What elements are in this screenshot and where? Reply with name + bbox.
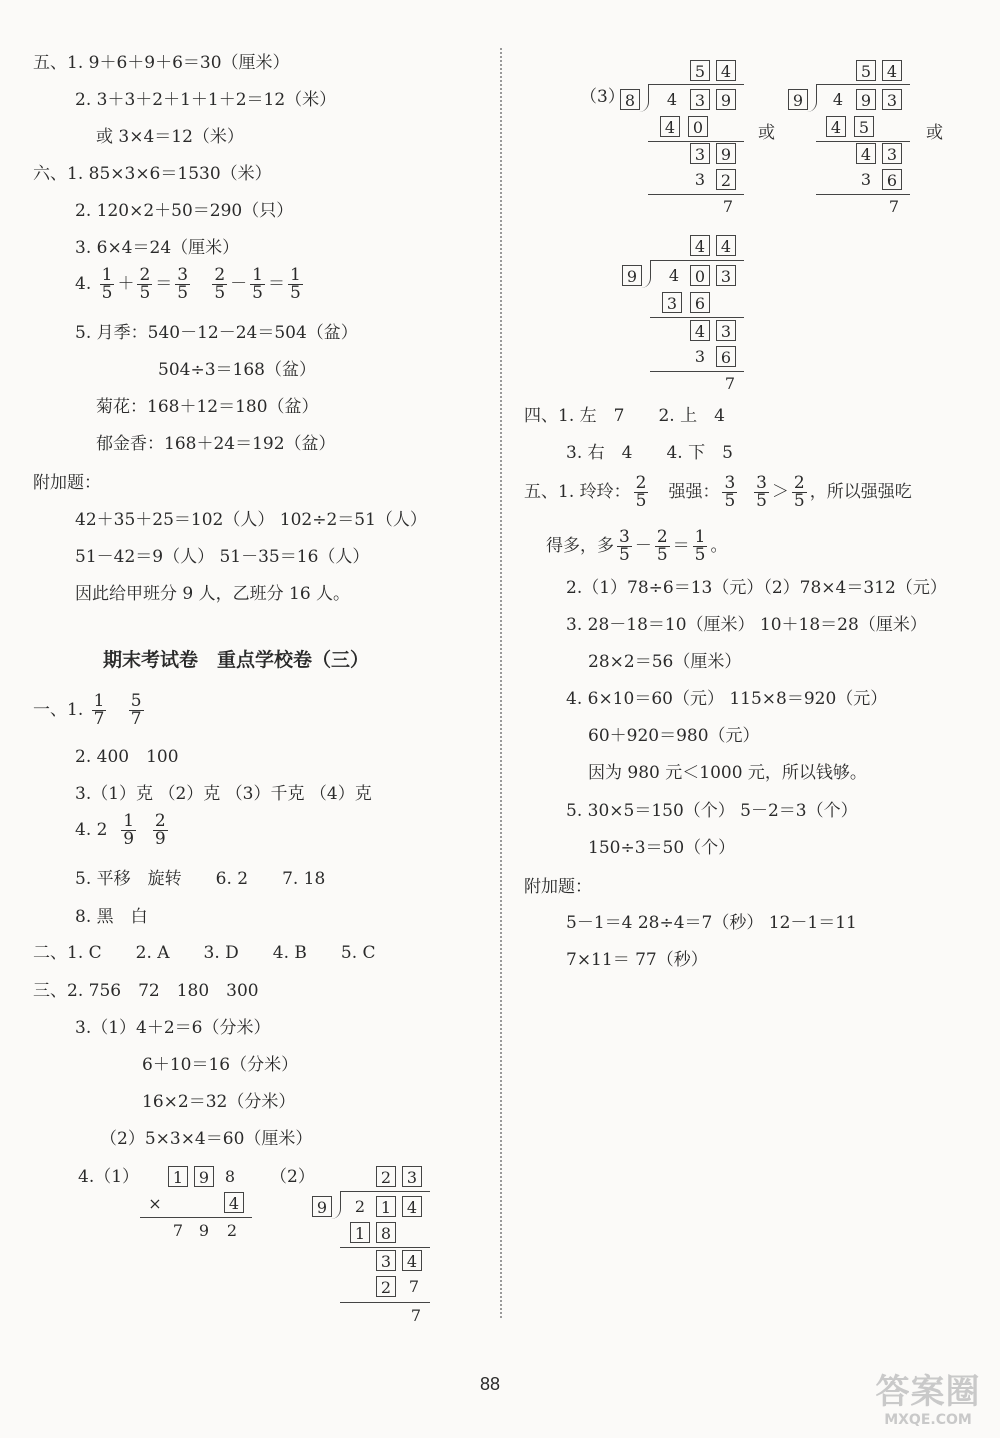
answer-line: 51－42＝9（人） 51－35＝16（人）	[75, 547, 370, 567]
digit: 3	[860, 170, 872, 189]
answer-line: 3.（1）克 （2）克 （3）千克 （4）克	[75, 784, 372, 804]
rule-line	[140, 1217, 252, 1218]
rule-line	[648, 141, 744, 142]
page-number: 88	[480, 1374, 501, 1394]
answer-line: 7×11＝ 77（秒）	[566, 950, 708, 970]
digit-box: 3	[690, 143, 710, 164]
digit: 8	[224, 1167, 236, 1186]
rule-line	[650, 317, 744, 318]
section-label: 附加题：	[33, 473, 101, 493]
section-label: 附加题：	[524, 877, 592, 897]
fraction: $\frac{3}{5}$	[177, 265, 189, 303]
digit-box: 9	[312, 1196, 332, 1217]
digit: 2	[354, 1197, 366, 1216]
answer-line: 60＋920＝980（元）	[588, 726, 760, 746]
digit-box: 4	[690, 235, 710, 256]
answer-line: 42＋35＋25＝102（人） 102÷2＝51（人）	[75, 510, 427, 530]
answer-line: 三、2. 756 72 180 300	[33, 981, 259, 1001]
watermark-text: 答案圈	[875, 1372, 981, 1412]
division-bracket	[806, 84, 817, 112]
digit-box: 2	[376, 1166, 396, 1187]
fraction: $\frac{2}{5}$	[656, 527, 668, 565]
answer-line: 或 3×4＝12（米）	[96, 127, 244, 147]
item-label: （3）	[580, 87, 625, 107]
fraction: $\frac{2}{5}$	[635, 473, 647, 511]
item-number: 4.	[75, 274, 92, 294]
digit-box: 8	[620, 89, 640, 110]
digit: 4	[668, 266, 680, 285]
fraction-answer-line: 4. $\frac{1}{5}$ ＋ $\frac{2}{5}$ ＝ $\frac{3}{5}$ $\frac{2}{5}$ － $\frac{1}{5}$ ＝ $\frac{1}{5}$	[75, 265, 301, 303]
answer-line: 2.（1）78÷6＝13（元）（2）78×4＝312（元）	[566, 578, 947, 598]
item-label: （2）	[270, 1167, 315, 1187]
digit-box: 5	[690, 60, 710, 81]
fraction: $\frac{2}{5}$	[139, 265, 151, 303]
digit-box: 4	[690, 320, 710, 341]
digit-box: 4	[856, 143, 876, 164]
fraction: $\frac{3}{5}$	[724, 473, 736, 511]
answer-line: 五、1. 9＋6＋9＋6＝30（厘米）	[33, 53, 290, 73]
rule-line	[816, 84, 910, 85]
answer-line: 3. 6×4＝24（厘米）	[75, 238, 240, 258]
fraction: $\frac{1}{7}$	[93, 691, 105, 729]
rule-line	[648, 194, 744, 195]
digit-box: 4	[716, 60, 736, 81]
or-text: 或	[758, 123, 775, 143]
answer-line: 因为 980 元＜1000 元，所以钱够。	[588, 763, 867, 783]
fraction: $\frac{5}{7}$	[130, 691, 142, 729]
fraction: $\frac{3}{5}$	[619, 527, 630, 565]
digit-box: 1	[350, 1222, 370, 1243]
rule-line	[816, 194, 910, 195]
digit-box: 4	[402, 1196, 422, 1217]
fraction: $\frac{2}{5}$	[793, 473, 805, 511]
or-text: 或	[926, 123, 943, 143]
rule-line	[340, 1191, 430, 1192]
rule-line	[650, 371, 744, 372]
remainder: 7	[722, 197, 734, 216]
fraction-answer-line: 得多，多 $\frac{3}{5}$ － $\frac{2}{5}$ ＝ $\frac{1}{5}$ 。	[546, 527, 728, 565]
digit-box: 3	[882, 89, 902, 110]
digit-box: 4	[826, 116, 846, 137]
answer-line: 3.（1）4＋2＝6（分米）	[75, 1018, 271, 1038]
answer-line: 6＋10＝16（分米）	[142, 1055, 299, 1075]
digit: 4	[666, 90, 678, 109]
answer-line: 150÷3＝50（个）	[588, 838, 736, 858]
digit-box: 3	[402, 1166, 422, 1187]
digit-box: 3	[690, 89, 710, 110]
answer-line: 2. 3＋3＋2＋1＋1＋2＝12（米）	[75, 90, 337, 110]
answer-line: 5. 平移 旋转 6. 2 7. 18	[75, 869, 326, 889]
answer-line: 菊花：168＋12＝180（盆）	[96, 397, 319, 417]
digit-box: 4	[716, 235, 736, 256]
digit-box: 9	[194, 1166, 214, 1187]
division-bracket	[330, 1191, 341, 1219]
exam-title: 期末考试卷 重点学校卷（三）	[103, 649, 370, 671]
answer-line: 5. 月季：540－12－24＝504（盆）	[75, 323, 358, 343]
digit-box: 6	[882, 169, 902, 190]
fraction: $\frac{1}{5}$	[290, 265, 301, 303]
division-bracket	[638, 84, 649, 112]
digit-box: 3	[716, 265, 736, 286]
digit-box: 4	[882, 60, 902, 81]
answer-line: 2. 400 100	[75, 747, 179, 767]
watermark-logo	[868, 1373, 988, 1429]
answer-line: 504÷3＝168（盆）	[158, 360, 316, 380]
fraction: $\frac{3}{5}$	[756, 473, 767, 511]
answer-line: 郁金香：168＋24＝192（盆）	[96, 434, 336, 454]
answer-line: 16×2＝32（分米）	[142, 1092, 296, 1112]
column-divider	[500, 48, 502, 1318]
rule-line	[816, 141, 910, 142]
digit-box: 2	[376, 1276, 396, 1297]
digit-box: 5	[856, 60, 876, 81]
digit-box: 3	[716, 320, 736, 341]
fraction: $\frac{1}{9}$	[123, 811, 135, 849]
answer-line: （2）5×3×4＝60（厘米）	[100, 1129, 313, 1149]
digit-box: 4	[224, 1192, 244, 1213]
answer-line: 5. 30×5＝150（个） 5－2＝3（个）	[566, 801, 858, 821]
answer-line: 3. 右 4 4. 下 5	[566, 443, 733, 463]
digit: 7	[172, 1221, 184, 1240]
rule-line	[648, 84, 744, 85]
digit-box: 4	[402, 1250, 422, 1271]
fraction-answer-line: 一、1. $\frac{1}{7}$ $\frac{5}{7}$	[33, 691, 142, 729]
digit-box: 2	[716, 169, 736, 190]
fraction-answer-line: 五、1. 玲玲： $\frac{2}{5}$ 强强： $\frac{3}{5}$ $\frac{3}{5}$ ＞ $\frac{2}{5}$ ，所以强强吃	[524, 473, 912, 511]
answer-line: 3. 28－18＝10（厘米） 10＋18＝28（厘米）	[566, 615, 927, 635]
item-label: 4.（1）	[78, 1167, 140, 1187]
digit-box: 9	[622, 265, 642, 286]
digit-box: 9	[716, 143, 736, 164]
fraction: $\frac{2}{9}$	[154, 811, 166, 849]
digit-box: 4	[660, 116, 680, 137]
digit-box: 9	[856, 89, 876, 110]
fraction: $\frac{1}{5}$	[101, 265, 113, 303]
digit-box: 8	[376, 1222, 396, 1243]
times-sign: ×	[148, 1194, 162, 1213]
answer-line: 四、1. 左 7 2. 上 4	[524, 406, 725, 426]
fraction: $\frac{1}{5}$	[694, 527, 706, 565]
fraction-answer-line: 4. 2 $\frac{1}{9}$ $\frac{2}{9}$	[75, 811, 166, 849]
digit-box: 6	[716, 346, 736, 367]
answer-line: 5－1＝4 28÷4＝7（秒） 12－1＝11	[566, 913, 857, 933]
fraction: $\frac{1}{5}$	[252, 265, 263, 303]
remainder: 7	[724, 374, 736, 393]
digit-box: 1	[376, 1196, 396, 1217]
fraction: $\frac{2}{5}$	[214, 265, 226, 303]
digit-box: 3	[882, 143, 902, 164]
answer-line: 4. 6×10＝60（元） 115×8＝920（元）	[566, 689, 888, 709]
rule-line	[340, 1302, 430, 1303]
answer-line: 28×2＝56（厘米）	[588, 652, 742, 672]
remainder: 7	[410, 1306, 422, 1325]
digit-box: 6	[690, 292, 710, 313]
rule-line	[340, 1247, 430, 1248]
digit: 3	[694, 347, 706, 366]
digit: 4	[832, 90, 844, 109]
digit-box: 3	[376, 1250, 396, 1271]
rule-line	[650, 260, 744, 261]
answer-line: 二、1. C 2. A 3. D 4. B 5. C	[33, 943, 376, 963]
digit: 3	[694, 170, 706, 189]
division-bracket	[640, 260, 651, 288]
digit-box: 9	[788, 89, 808, 110]
digit-box: 9	[716, 89, 736, 110]
answer-line: 8. 黑 白	[75, 907, 148, 927]
watermark-url: MXQE.COM	[884, 1412, 972, 1428]
digit-box: 5	[854, 116, 874, 137]
digit-box: 3	[662, 292, 682, 313]
digit-box: 1	[168, 1166, 188, 1187]
answer-line: 因此给甲班分 9 人，乙班分 16 人。	[75, 584, 351, 604]
remainder: 7	[888, 197, 900, 216]
digit-box: 0	[690, 265, 710, 286]
digit-box: 0	[688, 116, 708, 137]
digit: 9	[198, 1221, 210, 1240]
digit: 2	[226, 1221, 238, 1240]
answer-line: 六、1. 85×3×6＝1530（米）	[33, 164, 272, 184]
answer-line: 2. 120×2＋50＝290（只）	[75, 201, 294, 221]
digit: 7	[408, 1277, 420, 1296]
